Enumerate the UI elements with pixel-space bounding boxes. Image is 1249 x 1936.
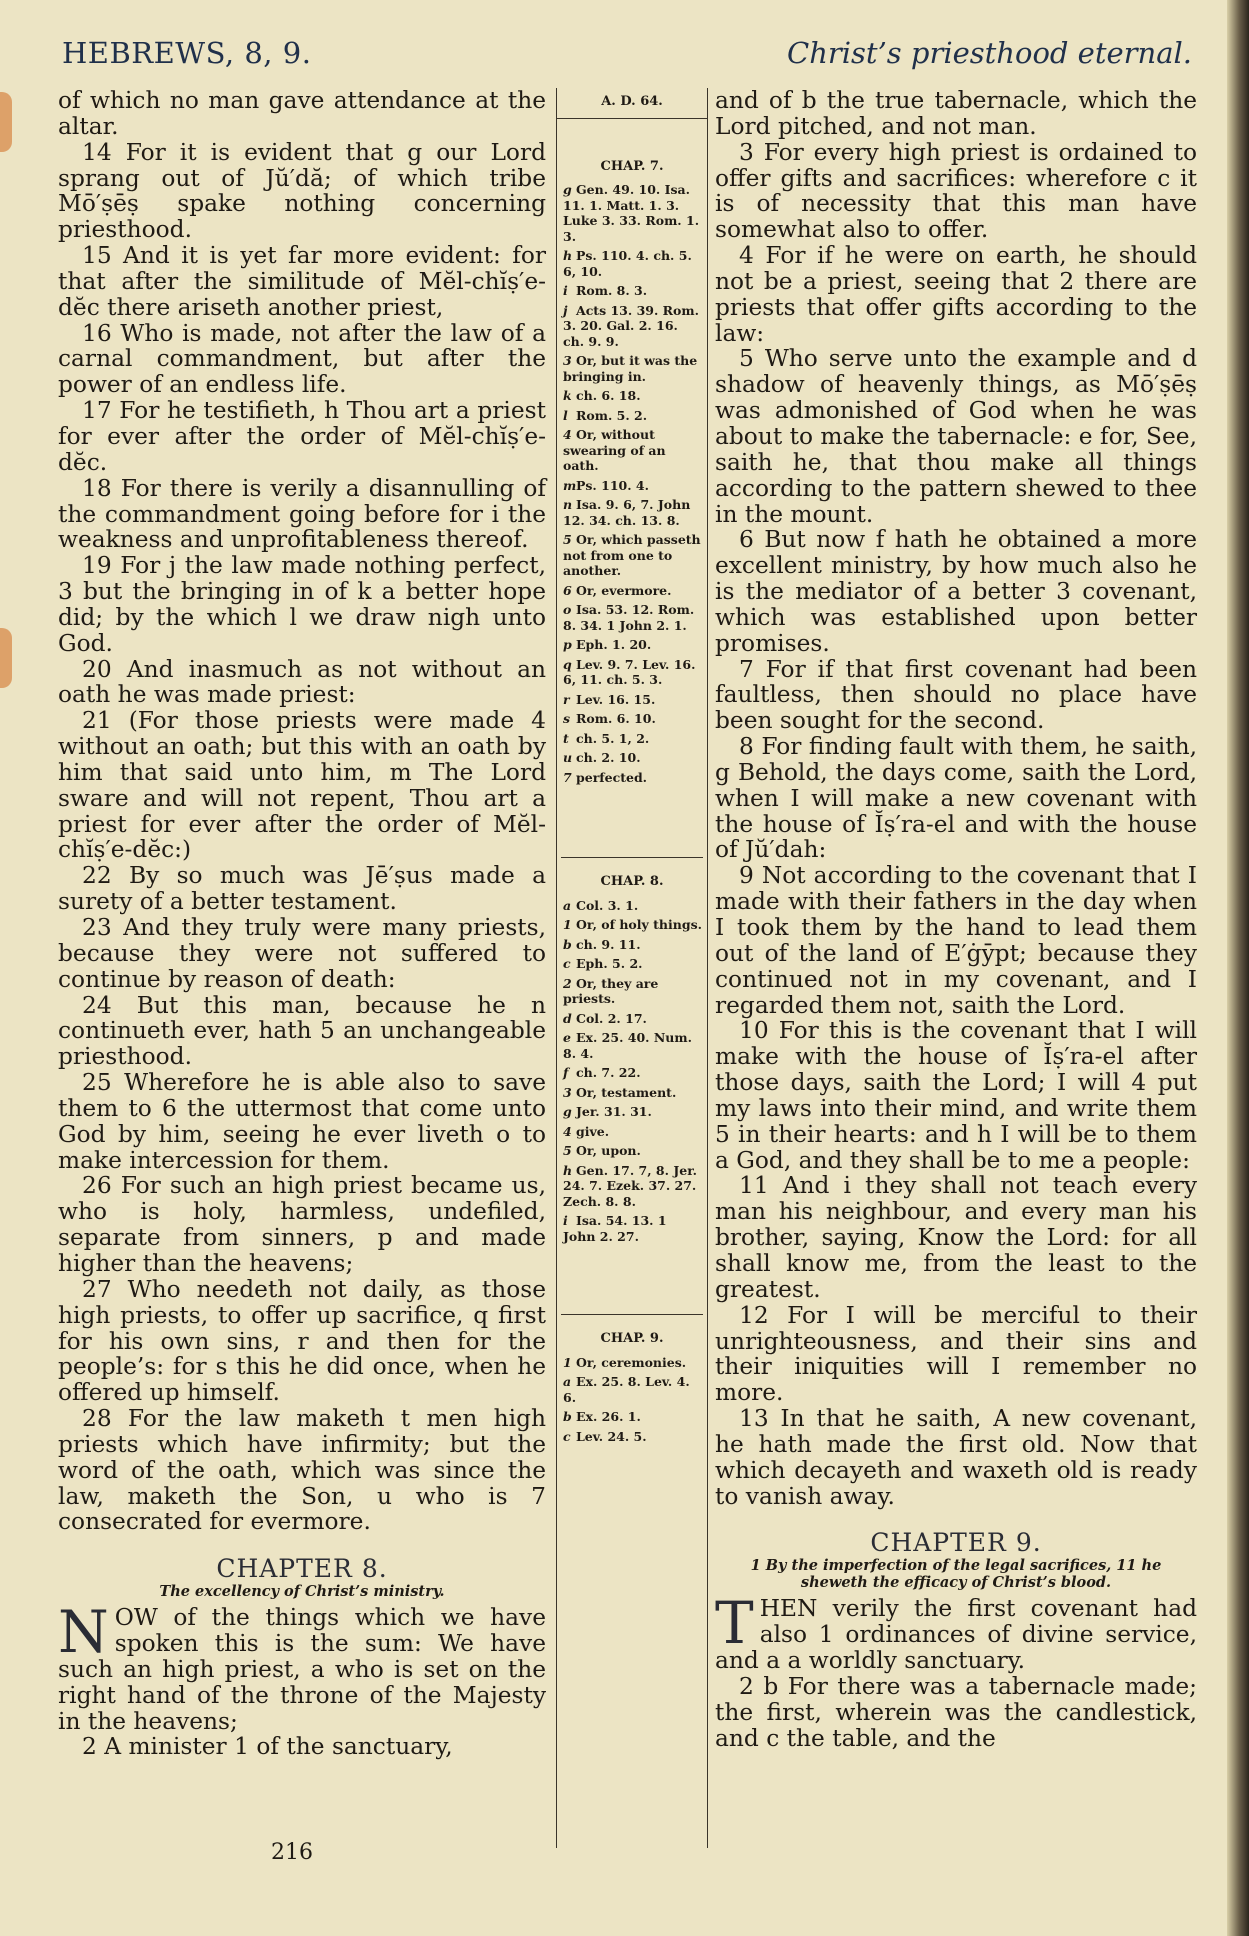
verse-list: [58, 1598, 546, 1761]
reference-marker: 3: [563, 353, 572, 368]
reference-marker: d: [563, 1010, 572, 1026]
reference-text: Lev. 16. 15.: [576, 691, 656, 707]
reference-text: Or, which passeth not from one to another.: [563, 532, 701, 578]
verse: 2 b For there was a tabernacle made; the first, wherein was the candlestick, and c the table, and the: [715, 1672, 1197, 1752]
reference-marker: k: [563, 388, 572, 403]
cross-reference: [557, 1213, 707, 1244]
reference-text: Isa. 54. 13. 1 John 2. 27.: [563, 1213, 667, 1244]
cross-reference: [557, 657, 707, 688]
reference-marker: 5: [563, 532, 572, 547]
reference-text: Gen. 17. 7, 8. Jer. 24. 7. Ezek. 37. 27. Zech. 8. 8.: [563, 1162, 697, 1209]
reference-text: ch. 5. 1, 2.: [576, 730, 650, 746]
reference-text: Or, of holy things.: [576, 917, 702, 932]
verse: 16 Who is made, not after the law of a carnal commandment, but after the power of an endless life.: [58, 319, 546, 399]
chapter-8-body: [58, 1598, 546, 1761]
verse: 9 Not according to the covenant that I made with their fathers in the day when I took them by the hand to lead them out of the land of E′ġȳpt; because they continued not in my covenant, and I regarded them not, saith the Lord.: [715, 862, 1197, 1019]
verse: 7 For if that first covenant had been faultless, then should no place have been sought for the second.: [715, 655, 1197, 735]
cross-reference: [557, 1065, 707, 1081]
reference-text: Or, testament.: [576, 1084, 677, 1100]
reference-marker: l: [563, 407, 568, 423]
reference-marker: n: [563, 497, 573, 512]
reference-marker: 1: [563, 1354, 572, 1370]
reference-marker: u: [563, 750, 573, 765]
chapter-9-heading: CHAPTER 9.: [870, 1528, 1042, 1558]
verse: HEN verily the first covenant had also 1 ordinances of divine service, and a a worldly sanctuary.: [715, 1595, 1197, 1675]
verse: 2 A minister 1 of the sanctuary,: [82, 1733, 453, 1761]
chapter-8-summary: The excellency of Christ’s ministry.: [159, 1583, 445, 1601]
reference-marker: 4: [563, 427, 572, 442]
reference-marker: j: [563, 302, 568, 318]
cross-reference: [557, 731, 707, 747]
reference-text: Acts 13. 39. Rom. 3. 20. Gal. 2. 16. ch. 9. 9.: [563, 302, 699, 349]
section-divider: [561, 857, 703, 858]
verse: 18 For there is verily a disannulling of the commandment going before for i the weakness and unprofitableness thereof.: [58, 474, 546, 554]
verse: 27 Who needeth not daily, as those high priests, to offer up sacrifice, q first for his own sins, r and then for the people’s: for s this he did once, when he offered up himself.: [58, 1275, 546, 1407]
reference-marker: o: [563, 602, 572, 617]
reference-text: ch. 6. 18.: [576, 388, 641, 403]
reference-text: Ps. 110. 4.: [576, 477, 649, 493]
reference-text: Or, evermore.: [576, 582, 672, 598]
verse: 6 But now f hath he obtained a more excellent ministry, by how much also he is the mediator of a better 3 covenant, which was established upon better promises.: [715, 526, 1197, 657]
cross-reference: [557, 478, 707, 494]
reference-marker: e: [563, 1030, 571, 1045]
reference-text: Rom. 6. 10.: [576, 711, 656, 726]
reference-marker: i: [563, 283, 568, 298]
cross-reference: [557, 750, 707, 766]
anno-domini-date: A. D. 64.: [557, 88, 707, 119]
verse: 11 And i they shall not teach every man his neighbour, and every man his brother, saying, Know the Lord: for all shall know me, from the least to the greatest.: [715, 1172, 1197, 1303]
cross-reference: [557, 1429, 707, 1445]
verse: 22 By so much was Jē′ṣus made a surety of a better testament.: [58, 862, 546, 916]
reference-sections: [557, 159, 707, 1445]
verse-list: [715, 88, 1197, 1509]
reference-text: Rom. 8. 3.: [576, 283, 648, 298]
reference-marker: f: [563, 1065, 569, 1080]
cross-reference: [557, 532, 707, 579]
cross-reference: [557, 182, 707, 244]
reference-text: Col. 2. 17.: [576, 1010, 647, 1026]
thumb-tab-mark: [0, 92, 12, 152]
reference-text: Or, but it was the bringing in.: [563, 353, 698, 384]
cross-reference: [557, 248, 707, 279]
cross-reference: [557, 1143, 707, 1159]
reference-text: Or, without swearing of an oath.: [563, 427, 666, 473]
reference-text: ch. 9. 11.: [576, 936, 641, 952]
cross-reference: [557, 1104, 707, 1120]
page-number: 216: [271, 1840, 313, 1865]
left-text-column: [58, 88, 546, 1760]
reference-marker: b: [563, 1409, 572, 1424]
reference-text: Isa. 9. 6, 7. John 12. 34. ch. 13. 8.: [563, 497, 691, 528]
cross-reference: [557, 388, 707, 404]
verse: 13 In that he saith, A new covenant, he hath made the first old. Now that which decayeth and waxeth old is ready to vanish away.: [715, 1405, 1197, 1510]
book-chapter: HEBREWS, 8, 9.: [62, 36, 312, 70]
reference-marker: c: [563, 1428, 571, 1444]
chapter-8-heading: CHAPTER 8.: [216, 1554, 388, 1584]
cross-reference: [557, 408, 707, 424]
reference-marker: 2: [563, 975, 572, 991]
drop-cap: N: [58, 1598, 109, 1667]
reference-marker: g: [563, 182, 572, 197]
cross-reference: [557, 1409, 707, 1425]
cross-reference: [557, 1355, 707, 1371]
chapter-9-summary: 1 By the imperfection of the legal sacrifices, 11 he sheweth the efficacy of Christ’s blood.: [750, 1557, 1162, 1592]
cross-reference: [557, 692, 707, 708]
reference-text: Isa. 53. 12. Rom. 8. 34. 1 John 2. 1.: [563, 602, 695, 633]
reference-text: Ps. 110. 4. ch. 5. 6, 10.: [563, 248, 692, 279]
reference-text: Eph. 1. 20.: [576, 637, 652, 652]
reference-text: Rom. 5. 2.: [576, 407, 648, 423]
page-edge: [1227, 0, 1249, 1936]
verse-list: [715, 1589, 1197, 1752]
running-title: Christ’s priesthood eternal.: [787, 36, 1192, 70]
reference-text: Ex. 26. 1.: [576, 1409, 641, 1424]
verse: 25 Wherefore he is able also to save them to 6 the uttermost that come unto God by him, seeing he ever liveth o to make intercession for them.: [58, 1069, 546, 1174]
cross-reference: [557, 917, 707, 933]
reference-marker: 7: [563, 769, 572, 785]
reference-marker: 1: [563, 917, 572, 932]
drop-cap: T: [715, 1589, 754, 1658]
reference-marker: g: [563, 1104, 572, 1119]
reference-marker: s: [563, 711, 571, 726]
verse-list: [58, 88, 546, 1535]
reference-marker: p: [563, 637, 572, 652]
reference-text: Col. 3. 1.: [576, 897, 639, 913]
cross-reference: [557, 711, 707, 727]
reference-marker: r: [563, 691, 570, 707]
reference-marker: 3: [563, 1084, 572, 1100]
verse: 15 And it is yet far more evident: for that after the similitude of Mĕl-chĭṣ′e-dĕc there ariseth another priest,: [58, 242, 546, 321]
section-divider: [561, 1314, 703, 1315]
reference-marker: a: [563, 1374, 572, 1389]
reference-text: Gen. 49. 10. Isa. 11. 1. Matt. 1. 3. Luke 3. 33. Rom. 1. 3.: [563, 182, 700, 244]
verse: 23 And they truly were many priests, because they were not suffered to continue by reason of death:: [58, 914, 546, 993]
cross-reference: [557, 303, 707, 350]
reference-marker: 5: [563, 1143, 572, 1158]
reference-marker: b: [563, 936, 572, 952]
verse: 17 For he testifieth, h Thou art a priest for ever after the order of Mĕl-chĭṣ′e-dĕc.: [58, 397, 546, 476]
verse: and of b the true tabernacle, which the Lord pitched, and not man.: [715, 87, 1197, 140]
cross-reference: [557, 1124, 707, 1140]
verse: 28 For the law maketh t men high priests which have infirmity; but the word of the oath, which was since the law, maketh the Son, u who is 7 consecrated for evermore.: [58, 1405, 546, 1536]
reference-section-title: CHAP. 8.: [600, 874, 664, 889]
reference-marker: c: [563, 956, 571, 971]
verse: 14 For it is evident that g our Lord sprang out of Jŭ′dă; of which tribe Mō′ṣēṣ spake nothing concerning priesthood.: [58, 138, 546, 244]
reference-marker: m: [563, 477, 577, 493]
cross-reference: [557, 898, 707, 914]
cross-reference: [557, 602, 707, 633]
right-text-column: [715, 88, 1197, 1751]
center-reference-column: [556, 88, 708, 1848]
verse: 3 For every high priest is ordained to offer gifts and sacrifices: wherefore c it is of necessity that this man have somewhat also to offer.: [715, 138, 1197, 244]
verse: 12 For I will be merciful to their unrighteousness, and their sins and their iniquities will I remember no more.: [715, 1301, 1197, 1407]
reference-section-title: CHAP. 9.: [600, 1331, 664, 1346]
reference-text: Or, they are priests.: [563, 975, 659, 1006]
reference-text: Lev. 9. 7. Lev. 16. 6, 11. ch. 5. 3.: [563, 656, 696, 687]
reference-marker: h: [563, 1162, 573, 1178]
reference-marker: 6: [563, 582, 572, 598]
cross-reference: [557, 1011, 707, 1027]
cross-reference: [557, 1374, 707, 1405]
reference-text: ch. 2. 10.: [576, 750, 641, 765]
reference-section-title: CHAP. 7.: [600, 158, 664, 174]
cross-reference: [557, 637, 707, 653]
reference-marker: q: [563, 656, 572, 672]
verse: of which no man gave attendance at the altar.: [58, 87, 546, 140]
reference-text: Jer. 31. 31.: [576, 1104, 652, 1119]
cross-reference: [557, 1163, 707, 1210]
cross-reference: [557, 1030, 707, 1061]
reference-text: Lev. 24. 5.: [576, 1428, 647, 1444]
reference-text: Ex. 25. 40. Num. 8. 4.: [563, 1030, 692, 1061]
reference-marker: h: [563, 248, 573, 263]
verse: 19 For j the law made nothing perfect, 3 but the bringing in of k a better hope did; by the which l we draw nigh unto God.: [58, 552, 546, 657]
reference-text: give.: [576, 1123, 610, 1139]
cross-reference: [557, 427, 707, 474]
verse: OW of the things which we have spoken this is the sum: We have such an high priest, a who is set on the right hand of the throne of the Majesty in the heavens;: [58, 1604, 546, 1735]
reference-marker: i: [563, 1213, 568, 1228]
verse: 24 But this man, because he n continueth ever, hath 5 an unchangeable priesthood.: [58, 991, 546, 1071]
cross-reference: [557, 1085, 707, 1101]
cross-reference: [557, 283, 707, 299]
cross-reference: [557, 353, 707, 384]
thumb-tab-mark: [0, 628, 12, 688]
verse: 8 For finding fault with them, he saith, g Behold, the days come, saith the Lord, when I will make a new covenant with the house of Ĭṣ′ra-el and with the house of Jŭ′dah:: [715, 733, 1197, 864]
reference-marker: a: [563, 897, 572, 913]
verse: 10 For this is the covenant that I will make with the house of Ĭṣ′ra-el after those days, saith the Lord; I will 4 put my laws into their mind, and write them 5 in their hearts: and h I will be to them a God, and they shall be to me a people:: [715, 1017, 1197, 1174]
page-header: [62, 36, 1192, 80]
reference-text: Eph. 5. 2.: [576, 956, 643, 971]
cross-reference: [557, 956, 707, 972]
cross-reference: [557, 583, 707, 599]
cross-reference: [557, 497, 707, 528]
reference-marker: 4: [563, 1123, 572, 1139]
reference-text: Ex. 25. 8. Lev. 4. 6.: [563, 1374, 690, 1405]
verse: 26 For such an high priest became us, who is holy, harmless, undefiled, separate from sinners, p and made higher than the heavens;: [58, 1172, 546, 1277]
verse: 21 (For those priests were made 4 without an oath; but this with an oath by him that said unto him, m The Lord sware and will not repent, Thou art a priest for ever after the order of Mĕl-chĭṣ′e-dĕc:): [58, 707, 546, 864]
reference-text: Or, upon.: [576, 1143, 641, 1158]
cross-reference: [557, 976, 707, 1007]
reference-marker: t: [563, 730, 569, 746]
verse: 20 And inasmuch as not without an oath he was made priest:: [58, 655, 546, 709]
chapter-9-body: [715, 1589, 1197, 1752]
verse: 4 For if he were on earth, he should not be a priest, seeing that 2 there are priests that offer gifts according to the law:: [715, 242, 1197, 347]
cross-reference: [557, 937, 707, 953]
verse: 5 Who serve unto the example and d shadow of heavenly things, as Mō′ṣēṣ was admonished of God when he was about to make the tabernacle: e for, See, saith he, that thou make all things according to the pattern shewed to thee in the mount.: [715, 345, 1197, 528]
cross-reference: [557, 770, 707, 786]
reference-text: perfected.: [576, 769, 648, 785]
reference-text: ch. 7. 22.: [576, 1065, 641, 1080]
reference-text: Or, ceremonies.: [576, 1354, 687, 1370]
